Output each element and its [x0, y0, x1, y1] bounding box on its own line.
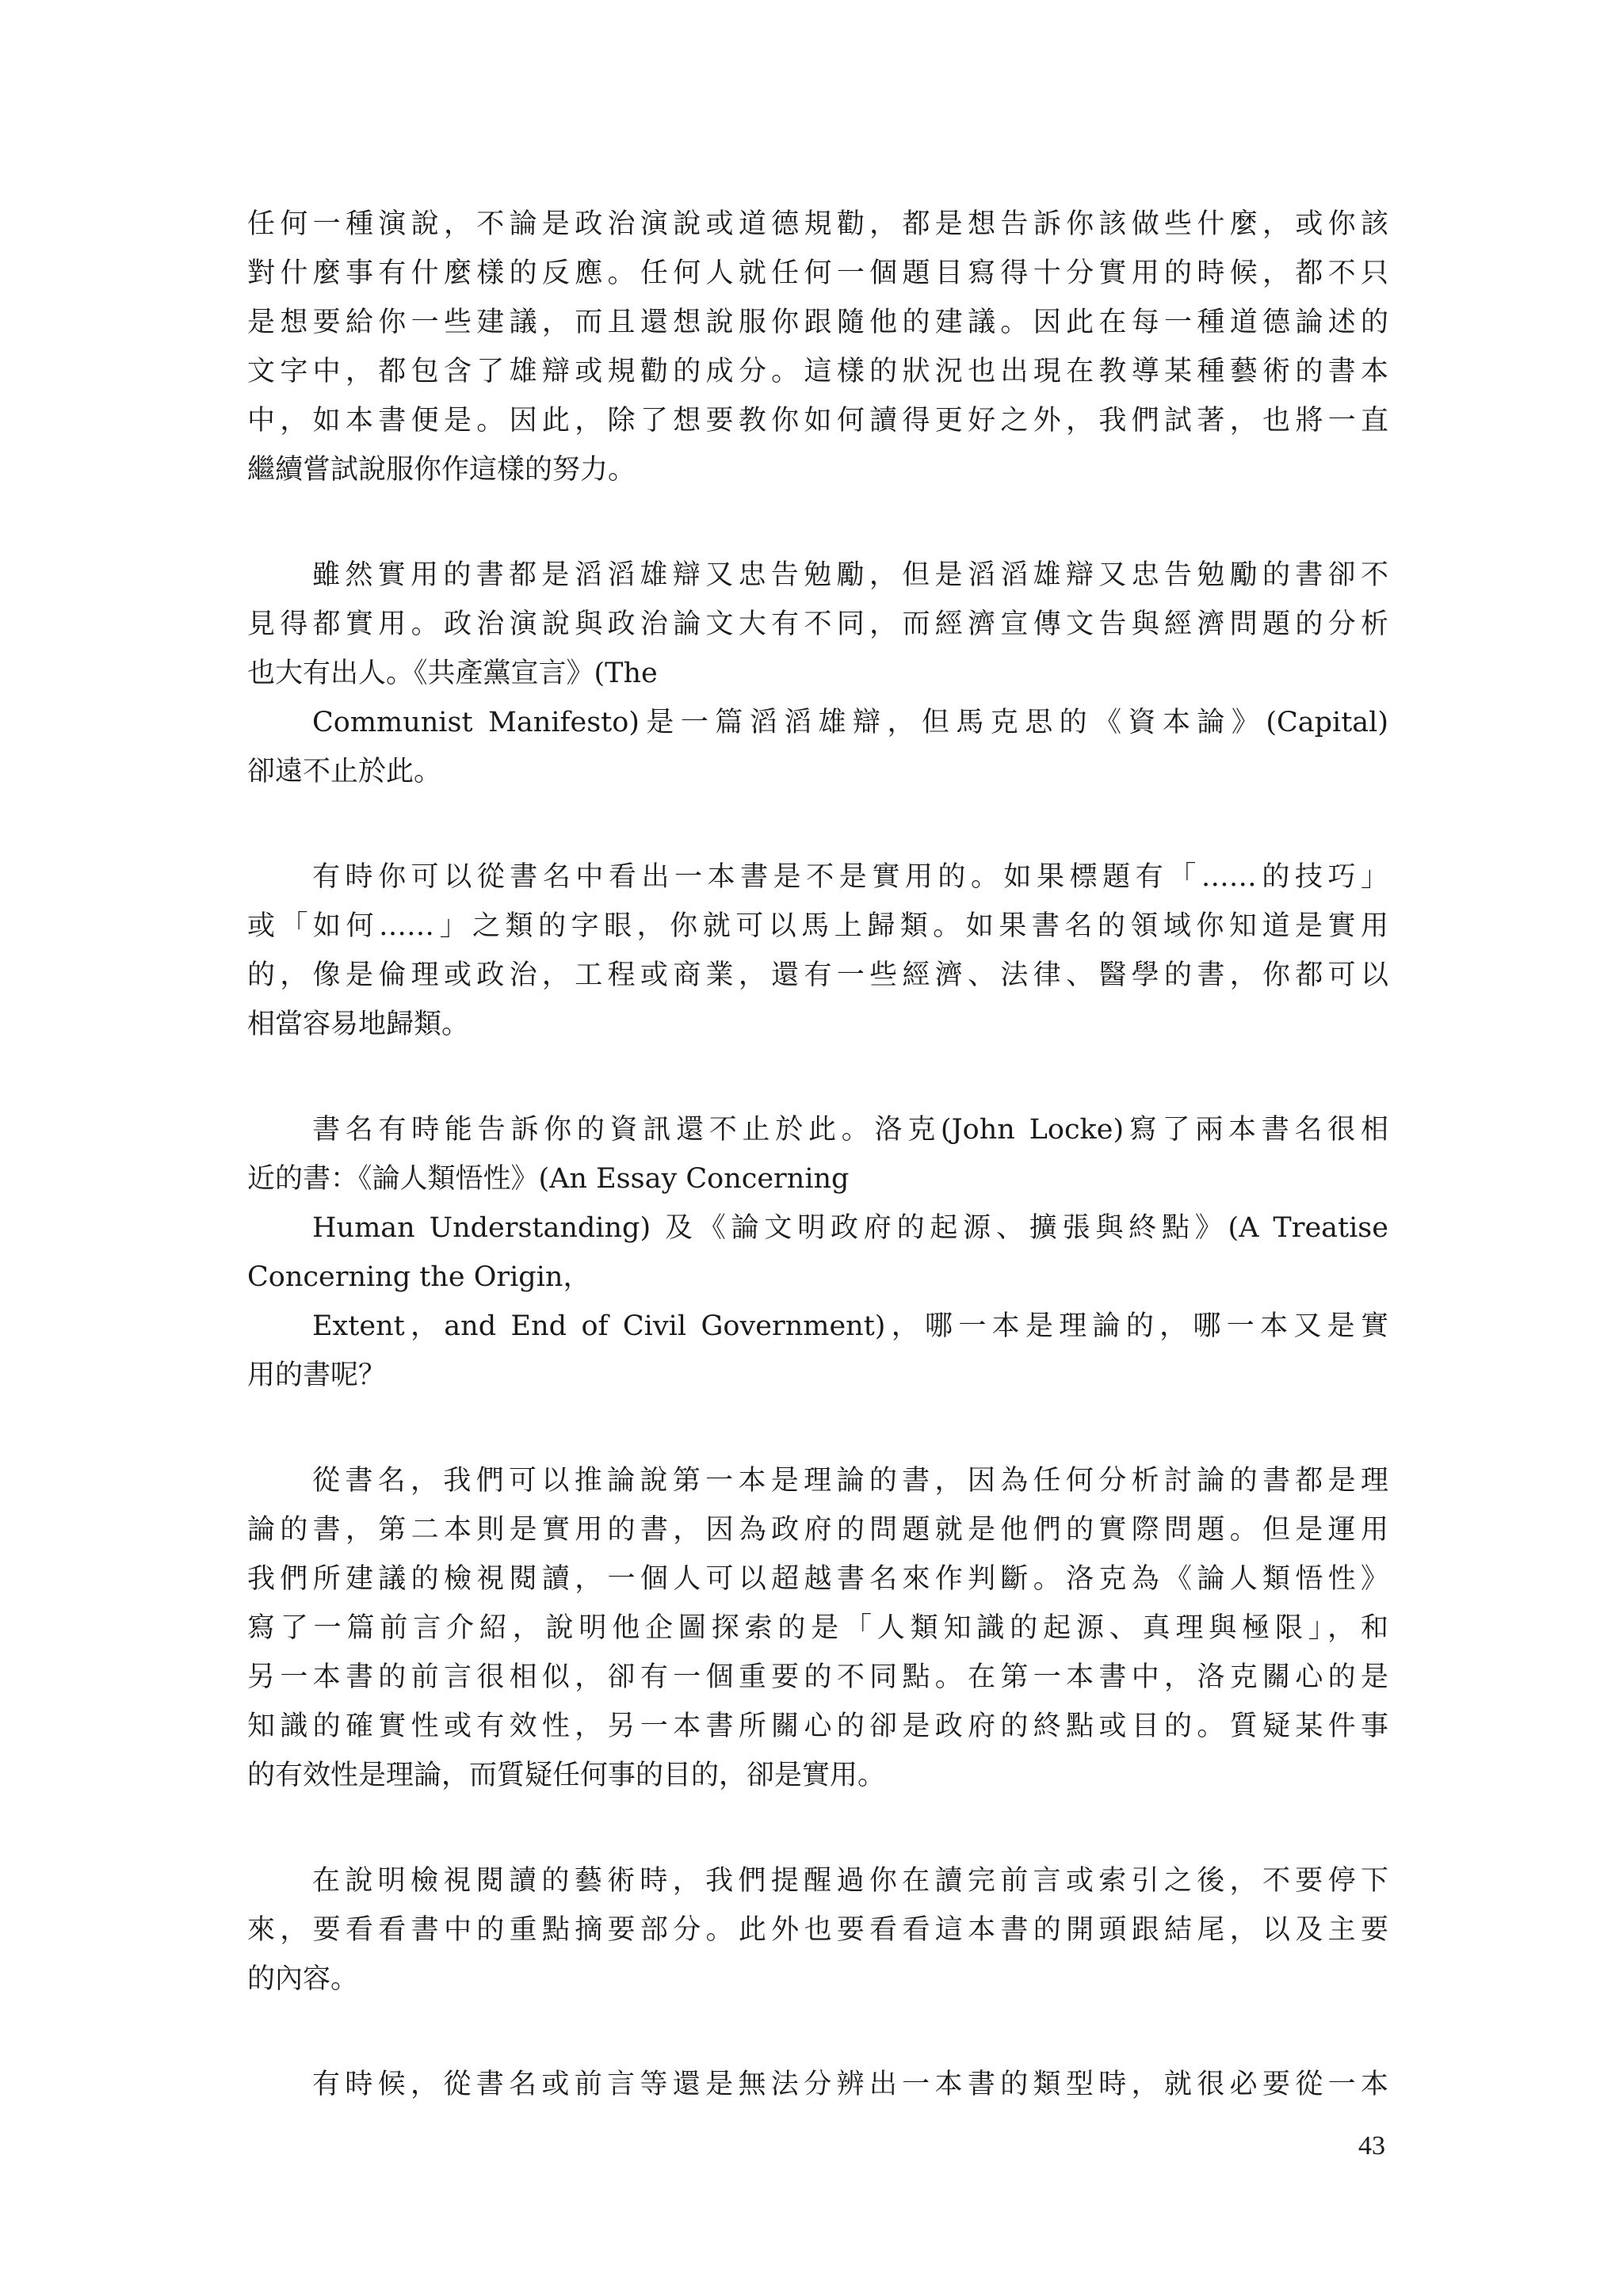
paragraph-2	[247, 551, 1388, 796]
paragraph-6	[247, 1856, 1388, 2004]
text-line: 寫了一篇前言介紹，說明他企圖探索的是「人類知識的起源、真理與極限」，和	[247, 1612, 1388, 1644]
text-line: 見得都實用。政治演說與政治論文大有不同，而經濟宣傳文告與經濟問題的分析	[247, 608, 1388, 640]
text-line: 從書名，我們可以推論說第一本是理論的書，因為任何分析討論的書都是理	[312, 1465, 1388, 1497]
paragraph-1	[247, 200, 1388, 494]
paragraph-3	[247, 852, 1388, 1049]
text-line: 在說明檢視閱讀的藝術時，我們提醒過你在讀完前言或索引之後，不要停下	[312, 1865, 1388, 1897]
text-line: Extent，and End of Civil Government)，哪一本是理論的，哪一本又是實	[312, 1310, 1388, 1342]
text-line: 雖然實用的書都是滔滔雄辯又忠告勉勵，但是滔滔雄辯又忠告勉勵的書卻不	[312, 559, 1388, 591]
paragraph-4	[247, 1105, 1388, 1400]
paragraph-7	[247, 2060, 1388, 2109]
text-line: 相當容易地歸類。	[247, 1009, 470, 1040]
text-line: 來，要看看書中的重點摘要部分。此外也要看看這本書的開頭跟結尾，以及主要	[247, 1914, 1388, 1946]
text-line: 是想要給你一些建議，而且還想說服你跟隨他的建議。因此在每一種道德論述的	[247, 307, 1388, 338]
text-line: 繼續嘗試說服你作這樣的努力。	[247, 454, 636, 486]
text-line: Concerning the Origin，	[247, 1261, 591, 1293]
text-line: 也大有出人。《共產黨宣言》(The	[247, 658, 658, 689]
text-line: 書名有時能告訴你的資訊還不止於此。洛克(John Locke)寫了兩本書名很相	[312, 1114, 1388, 1146]
text-line: 任何一種演說，不論是政治演說或道德規勸，都是想告訴你該做些什麼，或你該	[247, 208, 1388, 240]
text-line: 有時你可以從書名中看出一本書是不是實用的。如果標題有「……的技巧」	[312, 861, 1388, 893]
text-line: 中，如本書便是。因此，除了想要教你如何讀得更好之外，我們試著，也將一直	[247, 405, 1388, 437]
text-line: 卻遠不止於此。	[247, 756, 442, 788]
text-line: 的有效性是理論，而質疑任何事的目的，卻是實用。	[247, 1760, 886, 1791]
text-line: 知識的確實性或有效性，另一本書所關心的卻是政府的終點或目的。質疑某件事	[247, 1711, 1388, 1742]
text-line: 我們所建議的檢視閱讀，一個人可以超越書名來作判斷。洛克為《論人類悟性》	[247, 1563, 1388, 1595]
text-line: Communist Manifesto)是一篇滔滔雄辯，但馬克思的《資本論》(Capital)	[312, 707, 1388, 738]
text-line: 的內容。	[247, 1963, 359, 1995]
text-line: 另一本書的前言很相似，卻有一個重要的不同點。在第一本書中，洛克關心的是	[247, 1661, 1388, 1693]
page-number: 43	[1358, 2131, 1385, 2161]
text-line: 論的書，第二本則是實用的書，因為政府的問題就是他們的實際問題。但是運用	[247, 1514, 1388, 1546]
page-body	[247, 200, 1388, 2165]
text-line: 近的書：《論人類悟性》(An Essay Concerning	[247, 1163, 850, 1195]
text-line: 用的書呢？	[247, 1360, 387, 1391]
paragraph-5	[247, 1456, 1388, 1800]
text-line: 有時候，從書名或前言等還是無法分辨出一本書的類型時，就很必要從一本	[312, 2069, 1388, 2100]
text-line: 對什麼事有什麼樣的反應。任何人就任何一個題目寫得十分實用的時候，都不只	[247, 257, 1388, 289]
text-line: 或「如何……」之類的字眼，你就可以馬上歸類。如果書名的領域你知道是實用	[247, 910, 1388, 942]
text-line: 文字中，都包含了雄辯或規勸的成分。這樣的狀況也出現在教導某種藝術的書本	[247, 356, 1388, 387]
text-line: Human Understanding) 及《論文明政府的起源、擴張與終點》(A Treatise	[312, 1212, 1388, 1244]
text-line: 的，像是倫理或政治，工程或商業，還有一些經濟、法律、醫學的書，你都可以	[247, 959, 1388, 991]
